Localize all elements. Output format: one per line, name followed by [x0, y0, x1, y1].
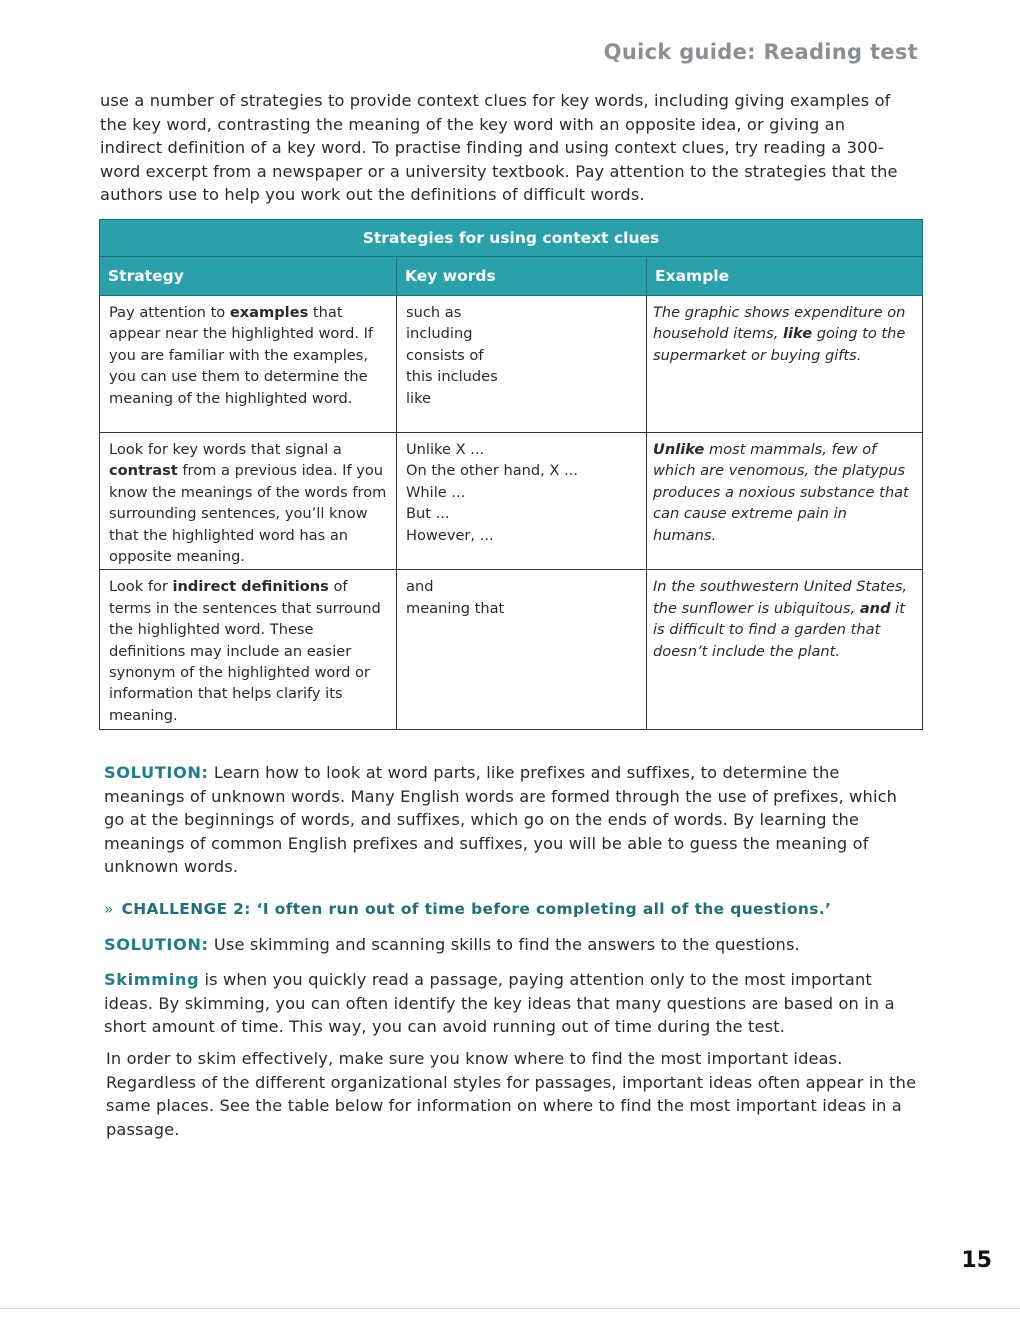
- solution-paragraph-2: [104, 933, 919, 957]
- strategy-text: that appear near the highlighted word. If you are familiar with the examples, you can use them to determine the meaning of the highlighted word.: [109, 304, 374, 407]
- challenge-2-heading: [104, 898, 919, 922]
- strategy-text: Pay attention to: [109, 304, 230, 321]
- keywords-cell: [397, 570, 647, 730]
- keyword-item: On the other hand, X ...: [406, 462, 579, 480]
- keywords-cell: [397, 296, 647, 433]
- skimming-term: Skimming: [104, 970, 200, 989]
- keywords-cell: [397, 433, 647, 570]
- example-text: In the southwestern United States, the sunflower is ubiquitous,: [653, 578, 908, 617]
- example-text: going to the supermarket or buying gifts.: [653, 325, 906, 364]
- keyword-item: But ...: [406, 505, 450, 523]
- example-cell: [647, 296, 923, 433]
- page-number: 15: [961, 1248, 992, 1273]
- keyword-item: such as: [406, 304, 462, 321]
- solution-text: Learn how to look at word parts, like prefixes and suffixes, to determine the meanings of unknown words. Many English words are formed through the use of prefixes, which go at the beginnings of words, and suffixes, which go on the ends of words. By learning the meanings of common English prefixes and suffixes, you will be able to guess the meaning of unknown words.: [104, 763, 898, 876]
- strategy-text: of terms in the sentences that surround the highlighted word. These definitions may include an easier synonym of the highlighted word or information that helps clarify its meaning.: [109, 578, 381, 724]
- solution-text: Use skimming and scanning skills to find the answers to the questions.: [208, 935, 800, 954]
- example-text: it is difficult to find a garden that doesn’t include the plant.: [653, 599, 905, 660]
- strategy-text: Look for key words that signal a: [109, 441, 342, 458]
- example-text: most mammals, few of which are venomous, the platypus produces a noxious substance that can cause extreme pain in humans.: [653, 441, 909, 544]
- strategy-cell: [100, 296, 397, 433]
- keyword-item: However, ...: [406, 526, 494, 544]
- strategy-text: from a previous idea. If you know the meanings of the words from surrounding sentences, you’ll know that the highlighted word has an opposite meaning.: [109, 462, 387, 566]
- solution-label: SOLUTION:: [104, 935, 209, 954]
- running-header-title: Quick guide: Reading test: [603, 40, 918, 64]
- example-keyword: Unlike: [653, 441, 705, 458]
- strategy-keyword: examples: [229, 304, 309, 321]
- keyword-item: like: [406, 389, 432, 407]
- strategy-cell: [100, 433, 397, 570]
- example-cell: [647, 570, 923, 730]
- intro-paragraph: use a number of strategies to provide context clues for key words, including giving examples of the key word, contrasting the meaning of the key word with an opposite idea, or giving an indirect definition of a key word. To practise finding and using context clues, try reading a 300-word excerpt from a newspaper or a university textbook. Pay attention to the strategies that the authors use to help you work out the definitions of difficult words.: [100, 91, 898, 204]
- keyword-item: consists of: [406, 346, 484, 364]
- context-clues-table: [99, 219, 922, 730]
- column-header-example: Example: [647, 257, 923, 296]
- skimming-paragraph: [104, 968, 924, 1039]
- table-row: [100, 433, 923, 570]
- strategy-keyword: contrast: [109, 462, 178, 480]
- challenge-title: CHALLENGE 2: ‘I often run out of time before completing all of the questions.’: [121, 900, 832, 918]
- example-cell: [647, 433, 923, 570]
- example-keyword: like: [783, 325, 813, 343]
- strategy-keyword: indirect definitions: [172, 578, 329, 596]
- column-header-key-words: Key words: [397, 257, 647, 296]
- solution-paragraph-1: [104, 761, 919, 879]
- example-text: The graphic shows expenditure on household items,: [653, 304, 906, 343]
- table-row: [100, 296, 923, 433]
- keyword-item: including: [406, 325, 473, 343]
- strategy-cell: [100, 570, 397, 730]
- keyword-item: and: [406, 578, 434, 596]
- keyword-item: this includes: [406, 368, 498, 386]
- column-header-strategy: Strategy: [100, 257, 397, 296]
- table-row: [100, 570, 923, 730]
- strategy-text: Look for: [109, 578, 173, 596]
- solution-label: SOLUTION:: [104, 763, 209, 782]
- example-keyword: and: [859, 599, 891, 617]
- bottom-divider: [0, 1308, 1020, 1309]
- chevron-right-icon: »: [104, 900, 114, 918]
- skimming-text: is when you quickly read a passage, paying attention only to the most important ideas. By skimming, you can often identify the key ideas that many questions are based on in a short amount of time. This way, you can avoid running out of time during the test.: [104, 970, 895, 1036]
- keyword-item: meaning that: [406, 599, 505, 617]
- skim-effectively-paragraph: In order to skim effectively, make sure you know where to find the most important ideas. Regardless of the different organizational styles for passages, important ideas often appear in the same places. See the table below for information on where to find the most important ideas in a passage.: [106, 1049, 917, 1139]
- table-title: Strategies for using context clues: [100, 220, 923, 257]
- keyword-item: While ...: [406, 483, 466, 501]
- keyword-item: Unlike X ...: [406, 441, 485, 458]
